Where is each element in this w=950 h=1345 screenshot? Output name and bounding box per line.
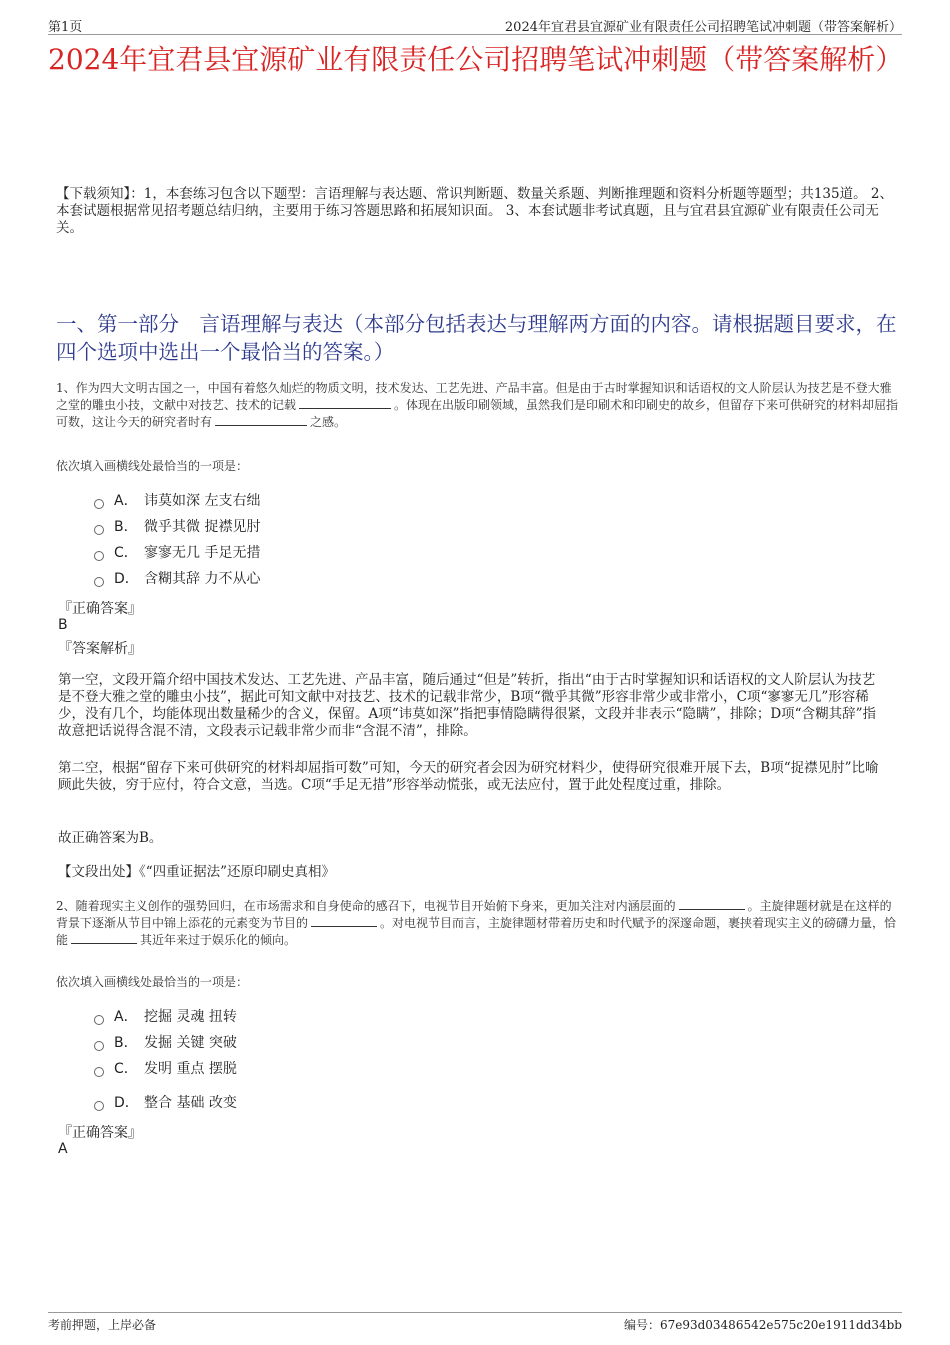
option-text: 微乎其微 捉襟见肘 [144, 519, 261, 535]
question-1-text-b: 。体现在出版印刷领域，虽然我们是印刷术和印刷史的故乡，但留存下来可供研究的材料却屈指可数，这让今天的研究者时有 [56, 398, 899, 429]
q1-option-a[interactable] [94, 492, 260, 510]
option-letter: C． [114, 545, 138, 561]
question-1-instruction: 依次填入画横线处最恰当的一项是： [56, 459, 249, 473]
radio-icon[interactable] [94, 577, 104, 587]
q1-analysis-paragraph-2: 第二空，根据“留存下来可供研究的材料却屈指可数”可知，今天的研究者会因为研究材料少，使得研究很难开展下去，B项“捉襟见肘”比喻顾此失彼，穷于应付，符合文意，当选。C项“手足无措”形容举动慌张，或无法应付，置于此处程度过重，排除。 [58, 760, 879, 793]
option-letter: C． [114, 1061, 138, 1077]
radio-icon[interactable] [94, 1015, 104, 1025]
option-letter: D． [114, 571, 139, 587]
q1-option-d[interactable] [94, 570, 260, 588]
option-text: 发明 重点 摆脱 [144, 1061, 237, 1077]
header-divider [48, 34, 902, 35]
q1-analysis-paragraph-1: 第一空，文段开篇介绍中国技术发达、工艺先进、产品丰富，随后通过“但是”转折，指出“由于古时掌握知识和话语权的文人阶层认为技艺是不登大雅之堂的雕虫小技”，据此可知文献中对技艺、技术的记载非常少，B项“微乎其微”形容非常少或非常小，C项“寥寥无几”形容稀少，没有几个，均能体现出数量稀少的含义，保留。A项“讳莫如深”指把事情隐瞒得很紧，文段并非表示“隐瞒”，排除；D项“含糊其辞”指故意把话说得含混不清，文段表示记载非常少而非“含混不清”，排除。 [58, 672, 876, 739]
question-2-stem [56, 898, 902, 949]
option-letter: B． [114, 1035, 138, 1051]
download-notice: 【下载须知】：1，本套练习包含以下题型：言语理解与表达题、常识判断题、数量关系题、判断推理题和资料分析题等题型；共135道。 2、本套试题根据常见招考题总结归纳，主要用于练习答题思路和拓展知识面。 3、本套试题非考试真题，且与宜君县宜源矿业有限责任公司无关。 [56, 186, 893, 236]
fill-blank [679, 899, 745, 910]
option-text: 寥寥无几 手足无措 [144, 545, 261, 561]
q2-answer-label: 『正确答案』 [58, 1125, 142, 1141]
q2-answer-value: A [58, 1141, 68, 1157]
q2-option-a[interactable] [94, 1008, 237, 1026]
radio-icon[interactable] [94, 1041, 104, 1051]
q2-option-d[interactable] [94, 1094, 237, 1112]
option-text: 含糊其辞 力不从心 [144, 571, 261, 587]
document-id: 编号：67e93d03486542e575c20e1911dd34bb [623, 1318, 902, 1332]
q1-source: 【文段出处】《“四重证据法”还原印刷史真相》 [58, 864, 336, 880]
fill-blank [311, 916, 377, 927]
radio-icon[interactable] [94, 499, 104, 509]
option-text: 整合 基础 改变 [144, 1095, 237, 1111]
q1-conclusion: 故正确答案为B。 [58, 830, 163, 846]
radio-icon[interactable] [94, 1101, 104, 1111]
footer-divider [48, 1312, 902, 1313]
radio-icon[interactable] [94, 1067, 104, 1077]
question-2-text-d: 其近年来过于娱乐化的倾向。 [140, 933, 297, 947]
footer-slogan: 考前押题，上岸必备 [48, 1318, 157, 1332]
question-2-text-c: 。对电视节目而言，主旋律题材带着历史和时代赋予的深邃命题，裹挟着现实主义的磅礴力量，恰能 [56, 916, 897, 947]
q1-answer-label: 『正确答案』 [58, 601, 142, 617]
question-2-instruction: 依次填入画横线处最恰当的一项是： [56, 975, 249, 989]
fill-blank [215, 415, 307, 426]
option-letter: D． [114, 1095, 139, 1111]
q1-option-b[interactable] [94, 518, 260, 536]
option-text: 讳莫如深 左支右绌 [144, 493, 261, 509]
q1-answer-value: B [58, 617, 68, 633]
running-header-title: 2024年宜君县宜源矿业有限责任公司招聘笔试冲刺题（带答案解析） [504, 20, 902, 35]
radio-icon[interactable] [94, 525, 104, 535]
option-text: 挖掘 灵魂 扭转 [144, 1009, 237, 1025]
document-title: 2024年宜君县宜源矿业有限责任公司招聘笔试冲刺题（带答案解析） [48, 43, 904, 76]
question-2-text-a: 2、随着现实主义创作的强势回归，在市场需求和自身使命的感召下，电视节目开始俯下身来，更加关注对内涵层面的 [56, 899, 676, 913]
option-letter: B． [114, 519, 138, 535]
option-letter: A． [114, 1009, 138, 1025]
q2-option-b[interactable] [94, 1034, 237, 1052]
question-1-text-a: 1、作为四大文明古国之一，中国有着悠久灿烂的物质文明，技术发达、工艺先进、产品丰富。但是由于古时掌握知识和话语权的文人阶层认为技艺是不登大雅之堂的雕虫小技，文献中对技艺、技术的记载 [56, 381, 892, 412]
fill-blank [299, 398, 391, 409]
fill-blank [71, 933, 137, 944]
q1-analysis-label: 『答案解析』 [58, 641, 142, 657]
page-number: 第1页 [48, 20, 83, 35]
q2-option-c[interactable] [94, 1060, 237, 1078]
question-2-text-b: 。主旋律题材就是在这样的背景下逐渐从节目中锦上添花的元素变为节目的 [56, 899, 892, 930]
question-1-stem [56, 380, 902, 431]
section-heading: 一、第一部分 言语理解与表达（本部分包括表达与理解两方面的内容。请根据题目要求，在四个选项中选出一个最恰当的答案。） [56, 312, 897, 364]
q1-option-c[interactable] [94, 544, 260, 562]
option-text: 发掘 关键 突破 [144, 1035, 237, 1051]
radio-icon[interactable] [94, 551, 104, 561]
option-letter: A． [114, 493, 138, 509]
question-1-text-c: 之感。 [310, 415, 347, 429]
